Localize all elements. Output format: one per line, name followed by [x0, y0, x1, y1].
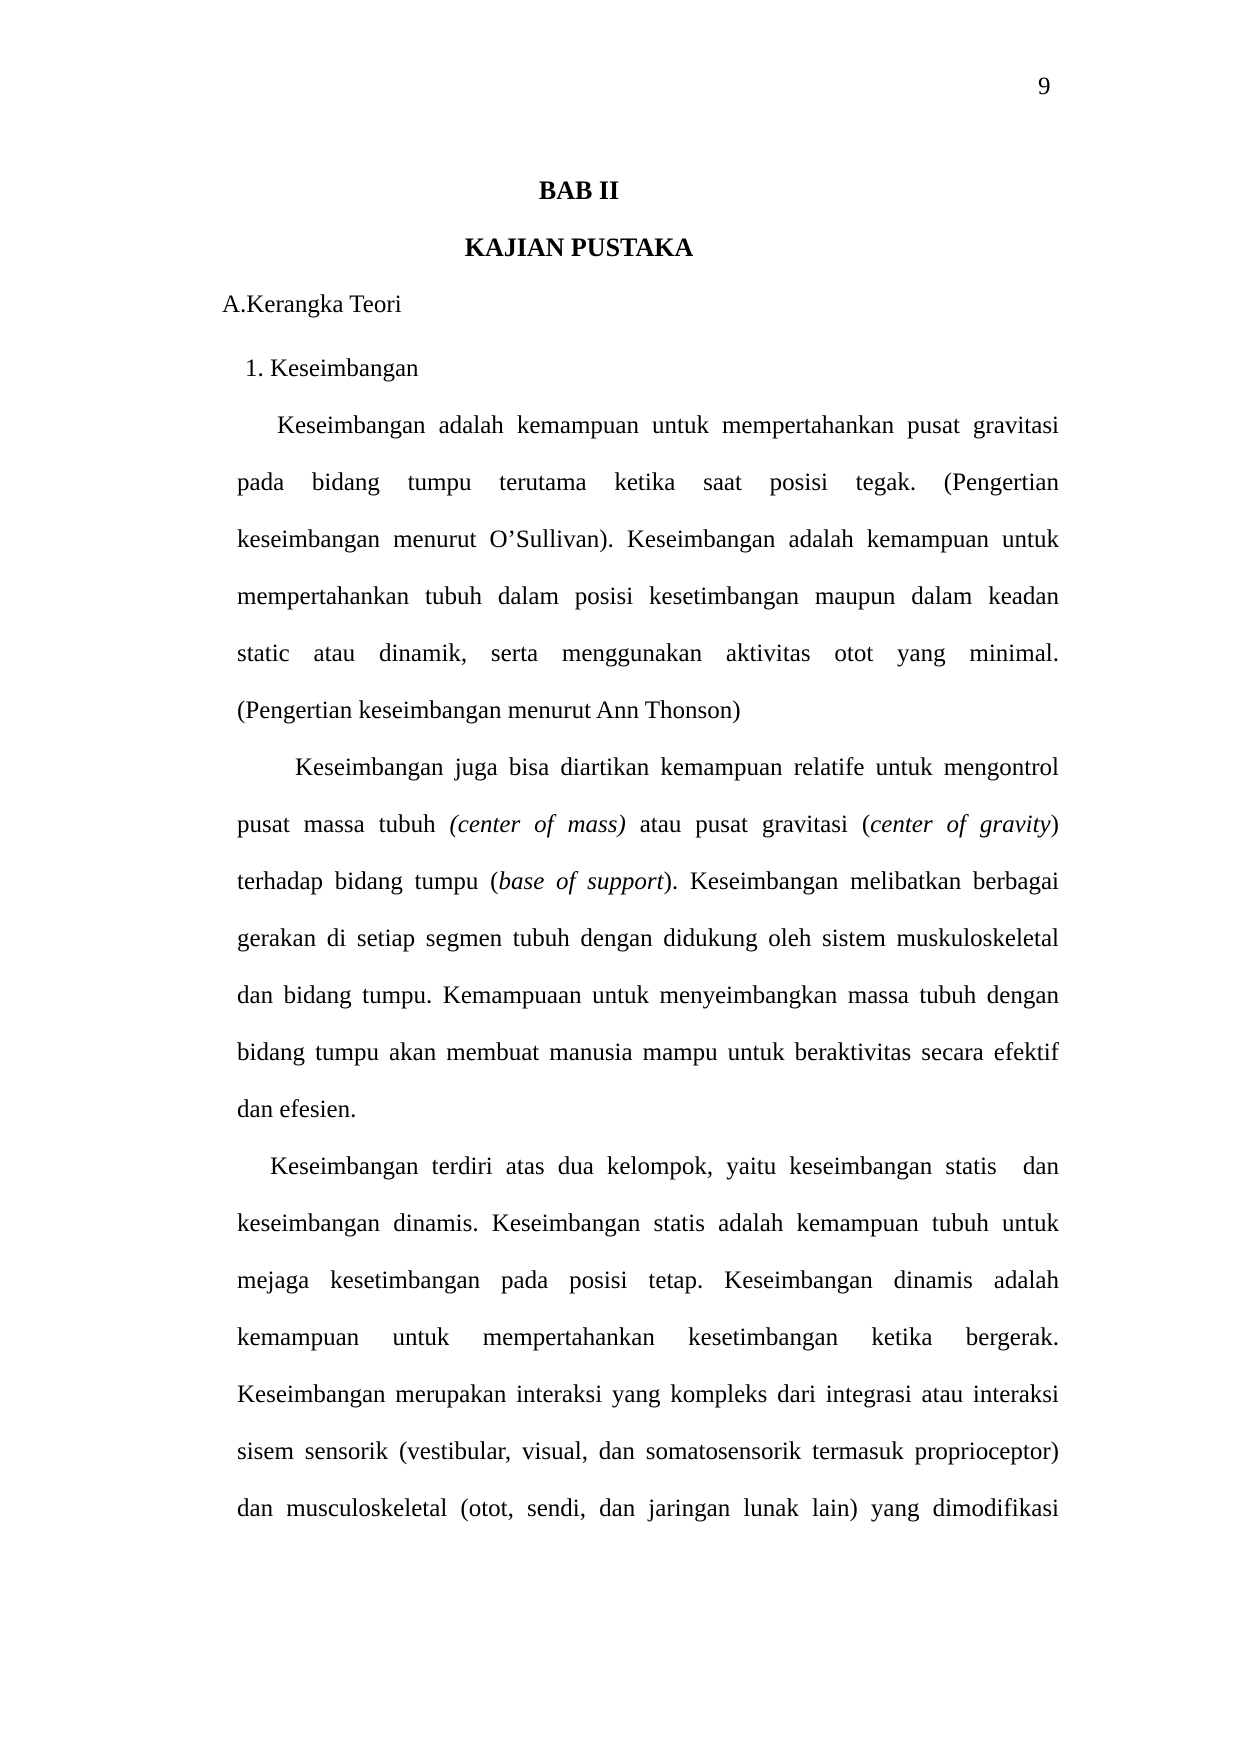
text-run: mempertahankan tubuh dalam posisi kesetimbangan maupun dalam keadan [237, 583, 1059, 610]
paragraph-line [237, 397, 1059, 454]
paragraph-line [237, 1138, 1059, 1195]
text-run: ) [1050, 811, 1059, 838]
paragraph-line [237, 1480, 1059, 1537]
paragraph-line [237, 1309, 1059, 1366]
text-run: Keseimbangan merupakan interaksi yang kompleks dari integrasi atau interaksi [237, 1381, 1059, 1408]
paragraph-line [237, 625, 1059, 682]
text-run: dan efesien. [237, 1096, 357, 1123]
italic-text-run: base of support [498, 868, 664, 895]
paragraph-line [237, 1252, 1059, 1309]
paragraph-line [237, 568, 1059, 625]
text-run: dan musculoskeletal (otot, sendi, dan jaringan lunak lain) yang dimodifikasi [237, 1495, 1059, 1522]
text-run: Keseimbangan adalah kemampuan untuk mempertahankan pusat gravitasi [277, 412, 1059, 439]
section-heading: A.Kerangka Teori [222, 291, 402, 318]
text-run: atau pusat gravitasi ( [625, 811, 871, 838]
italic-text-run: center of gravity [870, 811, 1051, 838]
text-run: keseimbangan dinamis. Keseimbangan statis adalah kemampuan tubuh untuk [237, 1210, 1059, 1237]
paragraph-line [237, 1423, 1059, 1480]
text-run: keseimbangan menurut O’Sullivan). Keseimbangan adalah kemampuan untuk [237, 526, 1059, 553]
paragraph-line [237, 1081, 1059, 1138]
paragraph-line [237, 1195, 1059, 1252]
text-run: ). Keseimbangan melibatkan berbagai [663, 868, 1059, 895]
chapter-title: BAB II [538, 176, 620, 205]
page-content [222, 0, 1059, 1537]
text-run: static atau dinamik, serta menggunakan aktivitas otot yang minimal. [237, 640, 1059, 667]
paragraph-line [237, 967, 1059, 1024]
chapter-subtitle: KAJIAN PUSTAKA [464, 233, 694, 262]
text-run: (Pengertian keseimbangan menurut Ann Thonson) [237, 697, 741, 724]
subsection-heading: 1. Keseimbangan [245, 355, 419, 382]
text-run: bidang tumpu akan membuat manusia mampu untuk beraktivitas secara efektif [237, 1039, 1059, 1066]
paragraph-line [237, 739, 1059, 796]
text-run: terhadap bidang tumpu ( [237, 868, 499, 895]
paragraph-line [237, 454, 1059, 511]
text-run: pusat massa tubuh [237, 811, 450, 838]
text-run: pada bidang tumpu terutama ketika saat posisi tegak. (Pengertian [237, 469, 1059, 496]
page-number: 9 [1038, 73, 1051, 100]
paragraph-line [237, 853, 1059, 910]
text-run: gerakan di setiap segmen tubuh dengan didukung oleh sistem muskuloskeletal [237, 925, 1059, 952]
italic-text-run: (center of mass) [449, 811, 626, 838]
paragraph-line [237, 910, 1059, 967]
paragraph-line [237, 682, 1059, 739]
paragraph-line [237, 1366, 1059, 1423]
text-run: dan bidang tumpu. Kemampuaan untuk menyeimbangkan massa tubuh dengan [237, 982, 1059, 1009]
paragraph-line [237, 796, 1059, 853]
paragraph-line [237, 511, 1059, 568]
text-run: Keseimbangan juga bisa diartikan kemampuan relatife untuk mengontrol [295, 754, 1059, 781]
paragraphs [237, 397, 1059, 1537]
text-run: mejaga kesetimbangan pada posisi tetap. Keseimbangan dinamis adalah [237, 1267, 1059, 1294]
text-run: sisem sensorik (vestibular, visual, dan somatosensorik termasuk proprioceptor) [237, 1438, 1059, 1465]
paragraph-line [237, 1024, 1059, 1081]
text-run: kemampuan untuk mempertahankan kesetimbangan ketika bergerak. [237, 1324, 1059, 1351]
chapter-heading-block [237, 162, 1059, 276]
text-run: Keseimbangan terdiri atas dua kelompok, yaitu keseimbangan statis dan [270, 1153, 1059, 1180]
